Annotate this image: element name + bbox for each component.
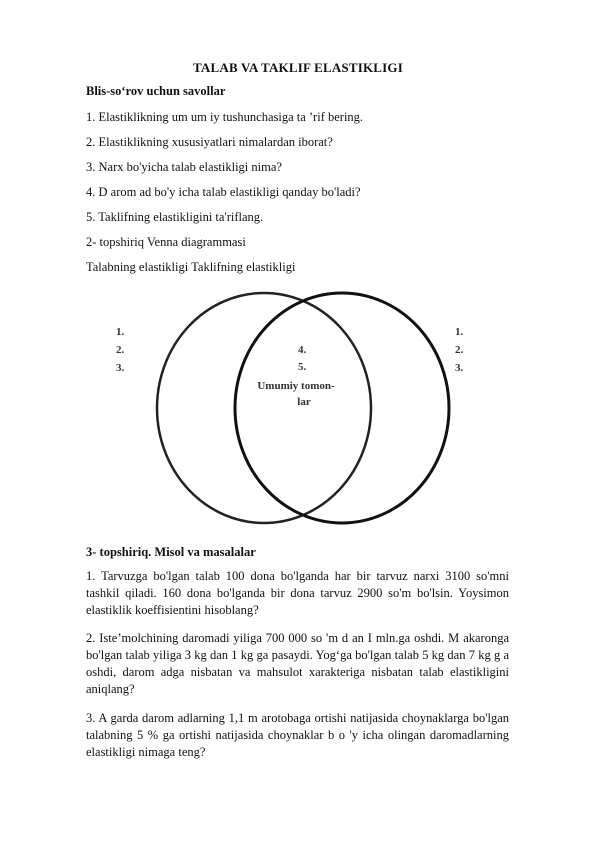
- right-number-1: 1.: [455, 326, 464, 338]
- right-number-3: 3.: [455, 362, 464, 374]
- problem-3: 3. A garda darom adlarning 1,1 m arotobaga ortishi natijasida choynaklarga bo'lgan talabning 5 % ga ortishi natijasida choynaklar b o 'y icha olingan daromadlarning elastikligi nimaga teng?: [86, 711, 509, 759]
- question-5: 5. Taklifning elastikligini ta'riflang.: [86, 210, 264, 224]
- problem-1: 1. Tarvuzga bo'lgan talab 100 dona bo'lganda har bir tarvuz narxi 3100 so'mni tashkil qiladi. 160 dona bo'lganda bir dona tarvuz 2900 so'm bo'lsin. Yoysimon elastiklik koeffisientini hisoblang?: [86, 569, 509, 617]
- blis-heading: Blis-so‘rov uchun savollar: [86, 84, 226, 98]
- task3-heading: 3- topshiriq. Misol va masalalar: [86, 545, 256, 559]
- center-number-4: 4.: [298, 344, 307, 356]
- center-label-2: lar: [297, 396, 311, 408]
- center-number-5: 5.: [298, 361, 307, 373]
- right-number-2: 2.: [455, 344, 464, 356]
- problem-2: 2. Iste’molchining daromadi yiliga 700 000 so 'm d an I mln.ga oshdi. M akaronga bo'lgan talab yiliga 3 kg dan 1 kg ga pasaydi. Yog‘ga bo'lgan talab 5 kg dan 7 kg g a oshdi, darom adga nisbatan va mahsulot xarakteriga nisbatan talab elastikligini aniqlang?: [86, 631, 509, 696]
- venn-caption: Talabning elastikligi Taklifning elastikligi: [86, 260, 296, 274]
- left-number-1: 1.: [116, 326, 125, 338]
- page-title: TALAB VA TAKLIF ELASTIKLIGI: [193, 60, 403, 75]
- task2-heading: 2- topshiriq Venna diagrammasi: [86, 235, 246, 249]
- left-number-3: 3.: [116, 362, 125, 374]
- question-4: 4. D arom ad bo'y icha talab elastikligi qanday bo'ladi?: [86, 185, 361, 199]
- question-2: 2. Elastiklikning xususiyatlari nimalardan iborat?: [86, 135, 333, 149]
- left-number-2: 2.: [116, 344, 125, 356]
- venn-diagram: [100, 285, 500, 535]
- center-label-1: Umumiy tomon-: [257, 380, 335, 392]
- question-3: 3. Narx bo'yicha talab elastikligi nima?: [86, 160, 282, 174]
- question-1: 1. Elastiklikning um um iy tushunchasiga ta ’rif bering.: [86, 110, 364, 124]
